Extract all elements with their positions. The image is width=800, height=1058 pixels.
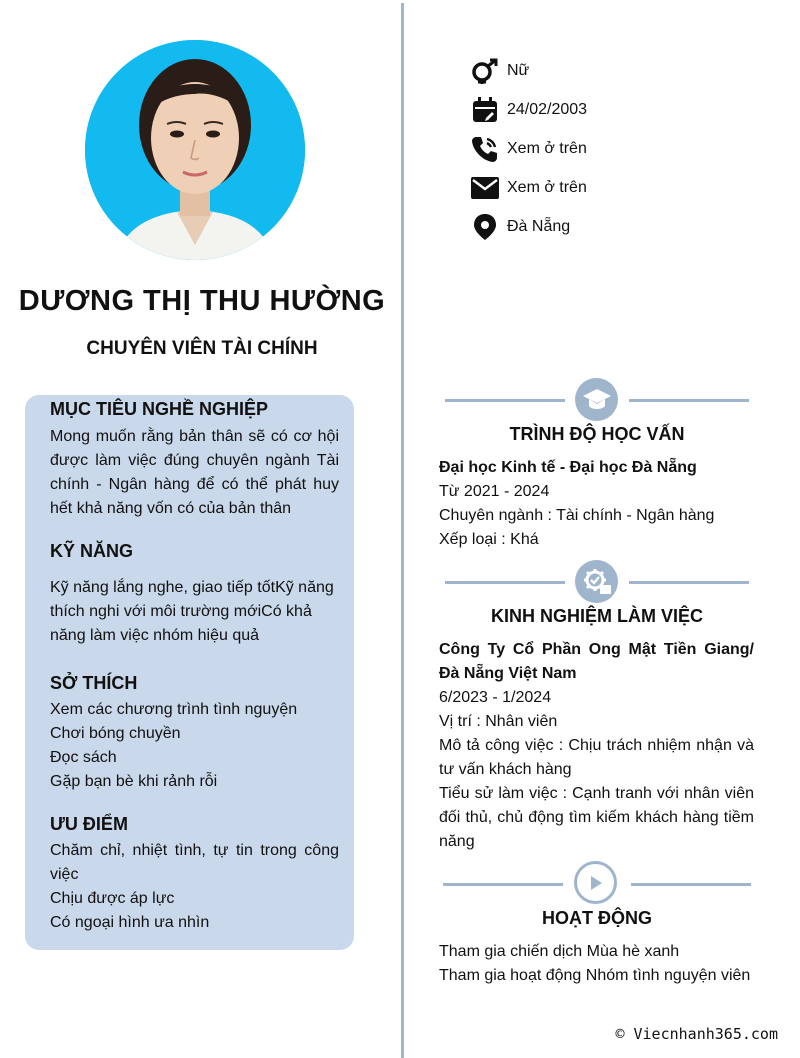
- experience-badge: [575, 560, 618, 603]
- education-period: Từ 2021 - 2024: [439, 483, 550, 500]
- graduation-cap-icon: [582, 387, 612, 413]
- education-details: [439, 456, 754, 552]
- experience-heading: KINH NGHIỆM LÀM VIỆC: [490, 606, 703, 626]
- objective-text: Mong muốn rằng bản thân sẽ có cơ hội được làm việc đúng chuyên ngành Tài chính - Ngân hàng để có thể phát huy hết khả năng vốn có của bản thân: [50, 428, 339, 517]
- list-item: Chơi bóng chuyền: [50, 725, 181, 742]
- experience-line-right: [629, 581, 749, 584]
- experience-position: Vị trí : Nhân viên: [439, 713, 558, 730]
- experience-details: [439, 638, 754, 854]
- contact-phone-text: Xem ở trên: [507, 140, 587, 157]
- experience-period: 6/2023 - 1/2024: [439, 689, 552, 706]
- list-item: Chịu được áp lực: [50, 890, 175, 907]
- list-item: Đọc sách: [50, 749, 117, 766]
- calendar-icon: [471, 96, 499, 124]
- hobbies-heading: SỞ THÍCH: [50, 673, 138, 693]
- list-item: Tham gia hoạt động Nhóm tình nguyện viên: [439, 967, 751, 984]
- candidate-title: CHUYÊN VIÊN TÀI CHÍNH: [86, 338, 318, 359]
- experience-line-left: [445, 581, 565, 584]
- education-school: Đại học Kinh tế - Đại học Đà Nẵng: [439, 459, 697, 476]
- phone-icon: [471, 135, 499, 163]
- objective-heading: MỤC TIÊU NGHỀ NGHIỆP: [50, 399, 269, 419]
- list-item: Có ngoại hình ưa nhìn: [50, 914, 210, 931]
- education-line-right: [629, 399, 749, 402]
- activities-line-right: [631, 883, 751, 886]
- education-line-left: [445, 399, 565, 402]
- hobbies-list: [50, 698, 339, 794]
- activities-line-left: [443, 883, 563, 886]
- experience-company: Công Ty Cổ Phần Ong Mật Tiền Giang/ Đà Nẵng Việt Nam: [439, 641, 754, 682]
- contact-phone: [471, 135, 587, 163]
- contact-location-text: Đà Nẵng: [507, 218, 571, 235]
- footer-copyright: © Viecnhanh365.com: [615, 1025, 778, 1043]
- skills-text: Kỹ năng lắng nghe, giao tiếp tốtKỹ năng thích nghi với môi trường mớiCó khả năng làm việc nhóm hiệu quả: [50, 579, 334, 644]
- column-divider: [401, 3, 404, 1058]
- contact-birthday-text: 24/02/2003: [507, 101, 588, 118]
- experience-history: Tiểu sử làm việc : Cạnh tranh với nhân viên đối thủ, chủ động tìm kiếm khách hàng tiềm năng: [439, 785, 754, 850]
- education-rank: Xếp loại : Khá: [439, 531, 539, 548]
- contact-location: [471, 213, 570, 241]
- gear-check-icon: [582, 567, 612, 597]
- candidate-name: DƯƠNG THỊ THU HƯỜNG: [18, 285, 386, 317]
- activities-list: [439, 940, 754, 988]
- activities-heading: HOẠT ĐỘNG: [542, 908, 652, 928]
- list-item: Chăm chỉ, nhiệt tình, tự tin trong công việc: [50, 842, 339, 883]
- portrait-image: [85, 40, 305, 260]
- education-major: Chuyên ngành : Tài chính - Ngân hàng: [439, 507, 715, 524]
- list-item: Gặp bạn bè khi rảnh rỗi: [50, 773, 218, 790]
- contact-email: [471, 174, 587, 202]
- gender-icon: [471, 57, 499, 85]
- contact-gender: [471, 57, 529, 85]
- contact-gender-text: Nữ: [507, 62, 530, 79]
- play-icon: [588, 875, 604, 891]
- list-item: Xem các chương trình tình nguyện: [50, 701, 298, 718]
- avatar: [85, 40, 305, 260]
- education-badge: [575, 378, 618, 421]
- experience-description: Mô tả công việc : Chịu trách nhiệm nhận và tư vấn khách hàng: [439, 737, 754, 778]
- skills-heading: KỸ NĂNG: [50, 541, 134, 561]
- mail-icon: [471, 174, 499, 202]
- strengths-list: [50, 839, 339, 935]
- strengths-heading: ƯU ĐIỂM: [50, 814, 128, 834]
- list-item: Tham gia chiến dịch Mùa hè xanh: [439, 943, 680, 960]
- contact-email-text: Xem ở trên: [507, 179, 587, 196]
- contact-birthday: [471, 96, 587, 124]
- location-icon: [471, 213, 499, 241]
- education-heading: TRÌNH ĐỘ HỌC VẤN: [509, 424, 685, 444]
- activities-badge: [574, 861, 617, 904]
